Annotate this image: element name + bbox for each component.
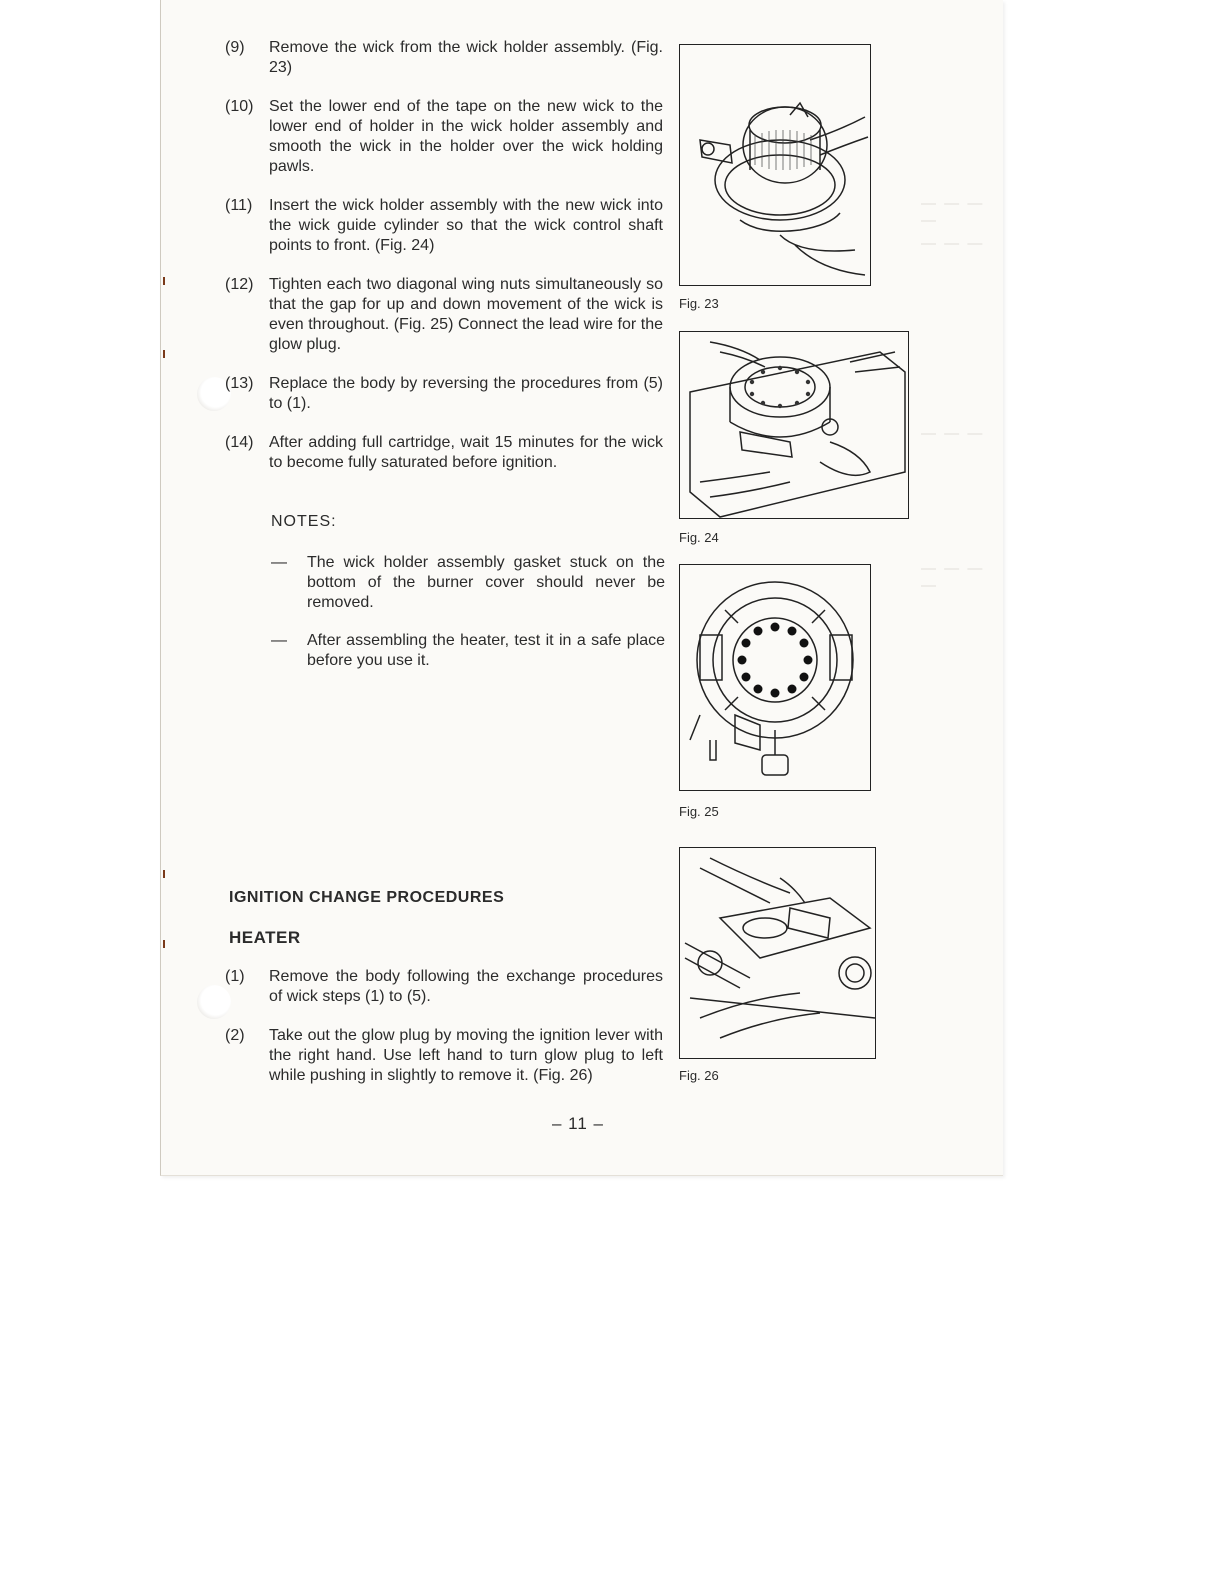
bleed-through: — — — [921,235,985,252]
note-text: The wick holder assembly gasket stuck on the bottom of the burner cover should never be removed. [307,554,665,611]
fig-24-drawing [680,332,908,518]
page-number: – 11 – [552,1114,605,1133]
step-text: Take out the glow plug by moving the ignition lever with the right hand. Use left hand to turn glow plug to left while pushing in slightly to remove it. (Fig. 26) [269,1027,663,1084]
note-text: After assembling the heater, test it in a safe place before you use it. [307,632,665,669]
fig-23-drawing [680,45,870,285]
subheading: HEATER [229,928,301,947]
step-number: (10) [225,98,254,115]
binding-mark [163,277,165,285]
section-heading: IGNITION CHANGE PROCEDURES [229,889,505,906]
note-dash: — [271,632,287,649]
step-number: (14) [225,434,254,451]
step-number: (9) [225,39,245,56]
step-text: Remove the body following the exchange procedures of wick steps (1) to (5). [269,968,663,1005]
step-text: Replace the body by reversing the procedures from (5) to (1). [269,375,663,412]
step-text: Remove the wick from the wick holder assembly. (Fig. 23) [269,39,663,76]
note-dash: — [271,554,287,571]
glow-plug-removal-illustration-icon [679,847,876,1059]
figure-caption: Fig. 24 [679,530,719,545]
step-text: After adding full cartridge, wait 15 minutes for the wick to become fully saturated before ignition. [269,434,663,471]
step-text: Insert the wick holder assembly with the new wick into the wick guide cylinder so that the wick control shaft points to front. (Fig. 24) [269,197,663,254]
binding-mark [163,940,165,948]
notes-title: NOTES: [271,513,337,530]
figure-caption: Fig. 26 [679,1068,719,1083]
step-number: (13) [225,375,254,392]
bleed-through: — — — [921,425,985,442]
manual-page [160,0,1003,1176]
punch-hole [197,985,231,1019]
binding-mark [163,350,165,358]
step-text: Tighten each two diagonal wing nuts simultaneously so that the gap for up and down movement of the wick is even throughout. (Fig. 25) Connect the lead wire for the glow plug. [269,276,663,353]
wick-guide-cylinder-illustration-icon [679,564,871,791]
figure-caption: Fig. 25 [679,804,719,819]
bleed-through: — — — — [921,560,985,594]
step-number: (11) [225,197,253,214]
burner-assembly-illustration-icon [679,331,909,519]
fig-25-drawing [680,565,870,790]
step-number: (12) [225,276,254,293]
fig-26-drawing [680,848,875,1058]
step-number: (2) [225,1027,245,1044]
step-number: (1) [225,968,245,985]
wick-holder-illustration-icon [679,44,871,286]
bleed-through: — — — — [921,195,985,229]
step-text: Set the lower end of the tape on the new wick to the lower end of holder in the wick holder assembly and smooth the wick in the holder over the wick holding pawls. [269,98,663,175]
figure-caption: Fig. 23 [679,296,719,311]
binding-mark [163,870,165,878]
